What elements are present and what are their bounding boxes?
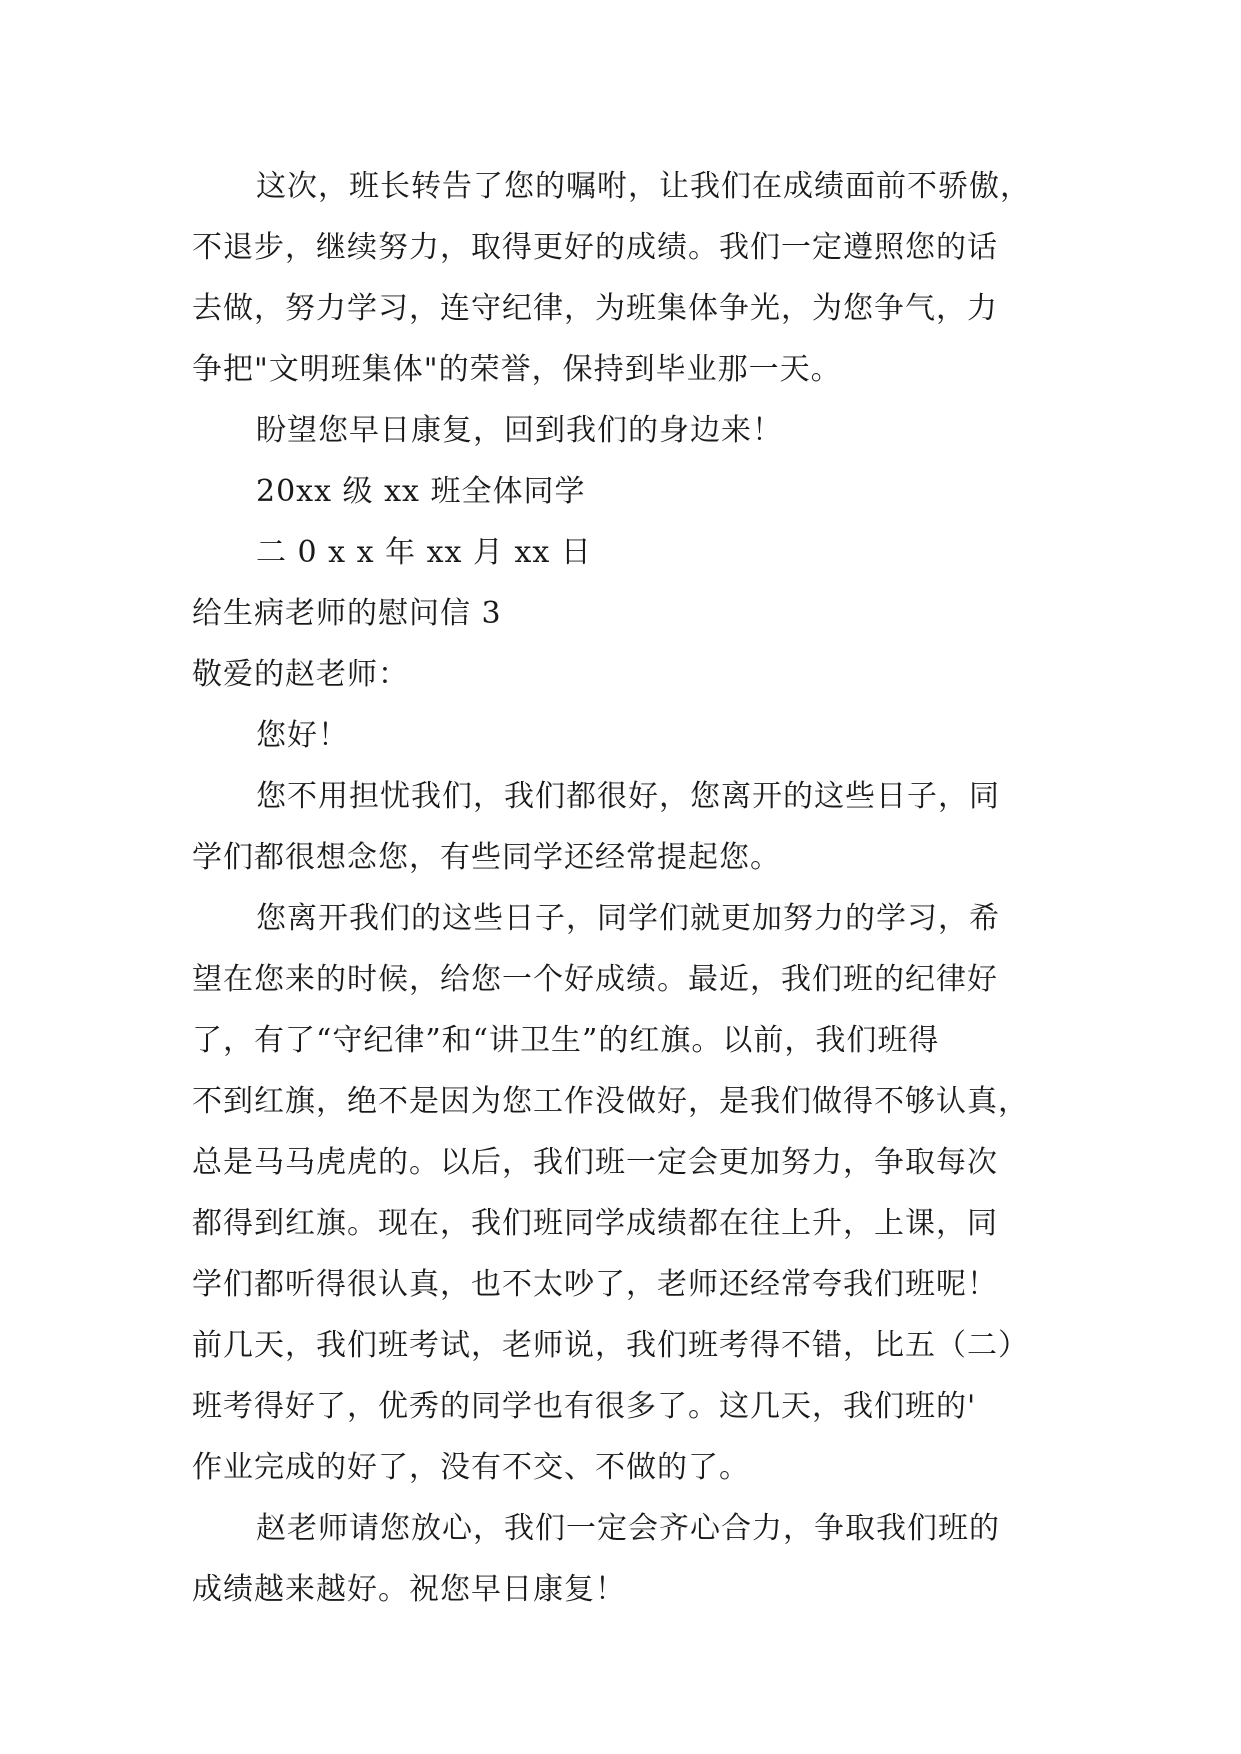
text-line: 学们都听得很认真，也不太吵了，老师还经常夸我们班呢！ (192, 1267, 998, 1302)
text-line: 望在您来的时候，给您一个好成绩。最近，我们班的纪律好 (192, 962, 998, 997)
paragraph-closing-wish (192, 400, 1052, 461)
text-line: 去做，努力学习，连守纪律，为班集体争光，为您争气，力 (192, 291, 998, 326)
text-line: 盼望您早日康复，回到我们的身边来！ (256, 413, 783, 448)
text-line: 您好！ (256, 718, 349, 753)
text-line: 您离开我们的这些日子，同学们就更加努力的学习，希 (256, 901, 1000, 936)
text-line: 前几天，我们班考试，老师说，我们班考得不错，比五（二） (192, 1328, 1029, 1363)
text-line: 都得到红旗。现在，我们班同学成绩都在往上升，上课，同 (192, 1206, 998, 1241)
text-line: 赵老师请您放心，我们一定会齐心合力，争取我们班的 (256, 1511, 1000, 1546)
greeting (192, 705, 1052, 766)
text-line: 不到红旗，绝不是因为您工作没做好，是我们做得不够认真， (192, 1084, 1029, 1119)
text-line: 了，有了“守纪律”和“讲卫生”的红旗。以前，我们班得 (192, 1023, 940, 1058)
text-line: 学们都很想念您，有些同学还经常提起您。 (192, 840, 781, 875)
text-line: 这次，班长转告了您的嘱咐，让我们在成绩面前不骄傲， (256, 169, 1031, 204)
letter-body (192, 156, 1052, 1620)
signature-date (192, 522, 1052, 583)
paragraph-dont-worry (192, 766, 1052, 888)
text-line: 不退步，继续努力，取得更好的成绩。我们一定遵照您的话 (192, 230, 998, 265)
text-line: 成绩越来越好。祝您早日康复！ (192, 1572, 626, 1607)
letter-title (192, 583, 1052, 644)
salutation (192, 644, 1052, 705)
paragraph-closing-promise (192, 1498, 1052, 1620)
text-line: 争把"文明班集体"的荣誉，保持到毕业那一天。 (192, 352, 842, 387)
text-line: 20xx 级 xx 班全体同学 (256, 474, 586, 509)
text-line: 班考得好了，优秀的同学也有很多了。这几天，我们班的' (192, 1389, 977, 1424)
signature-sender (192, 461, 1052, 522)
text-line: 您不用担忧我们，我们都很好，您离开的这些日子，同 (256, 779, 1000, 814)
text-line: 总是马马虎虎的。以后，我们班一定会更加努力，争取每次 (192, 1145, 998, 1180)
text-line: 给生病老师的慰问信 3 (192, 596, 502, 631)
text-line: 敬爱的赵老师： (192, 657, 409, 692)
text-line: 作业完成的好了，没有不交、不做的了。 (192, 1450, 750, 1485)
text-line: 二 0 x x 年 xx 月 xx 日 (256, 535, 592, 570)
paragraph-class-progress (192, 888, 1052, 1498)
paragraph-reply-to-instruction (192, 156, 1052, 400)
